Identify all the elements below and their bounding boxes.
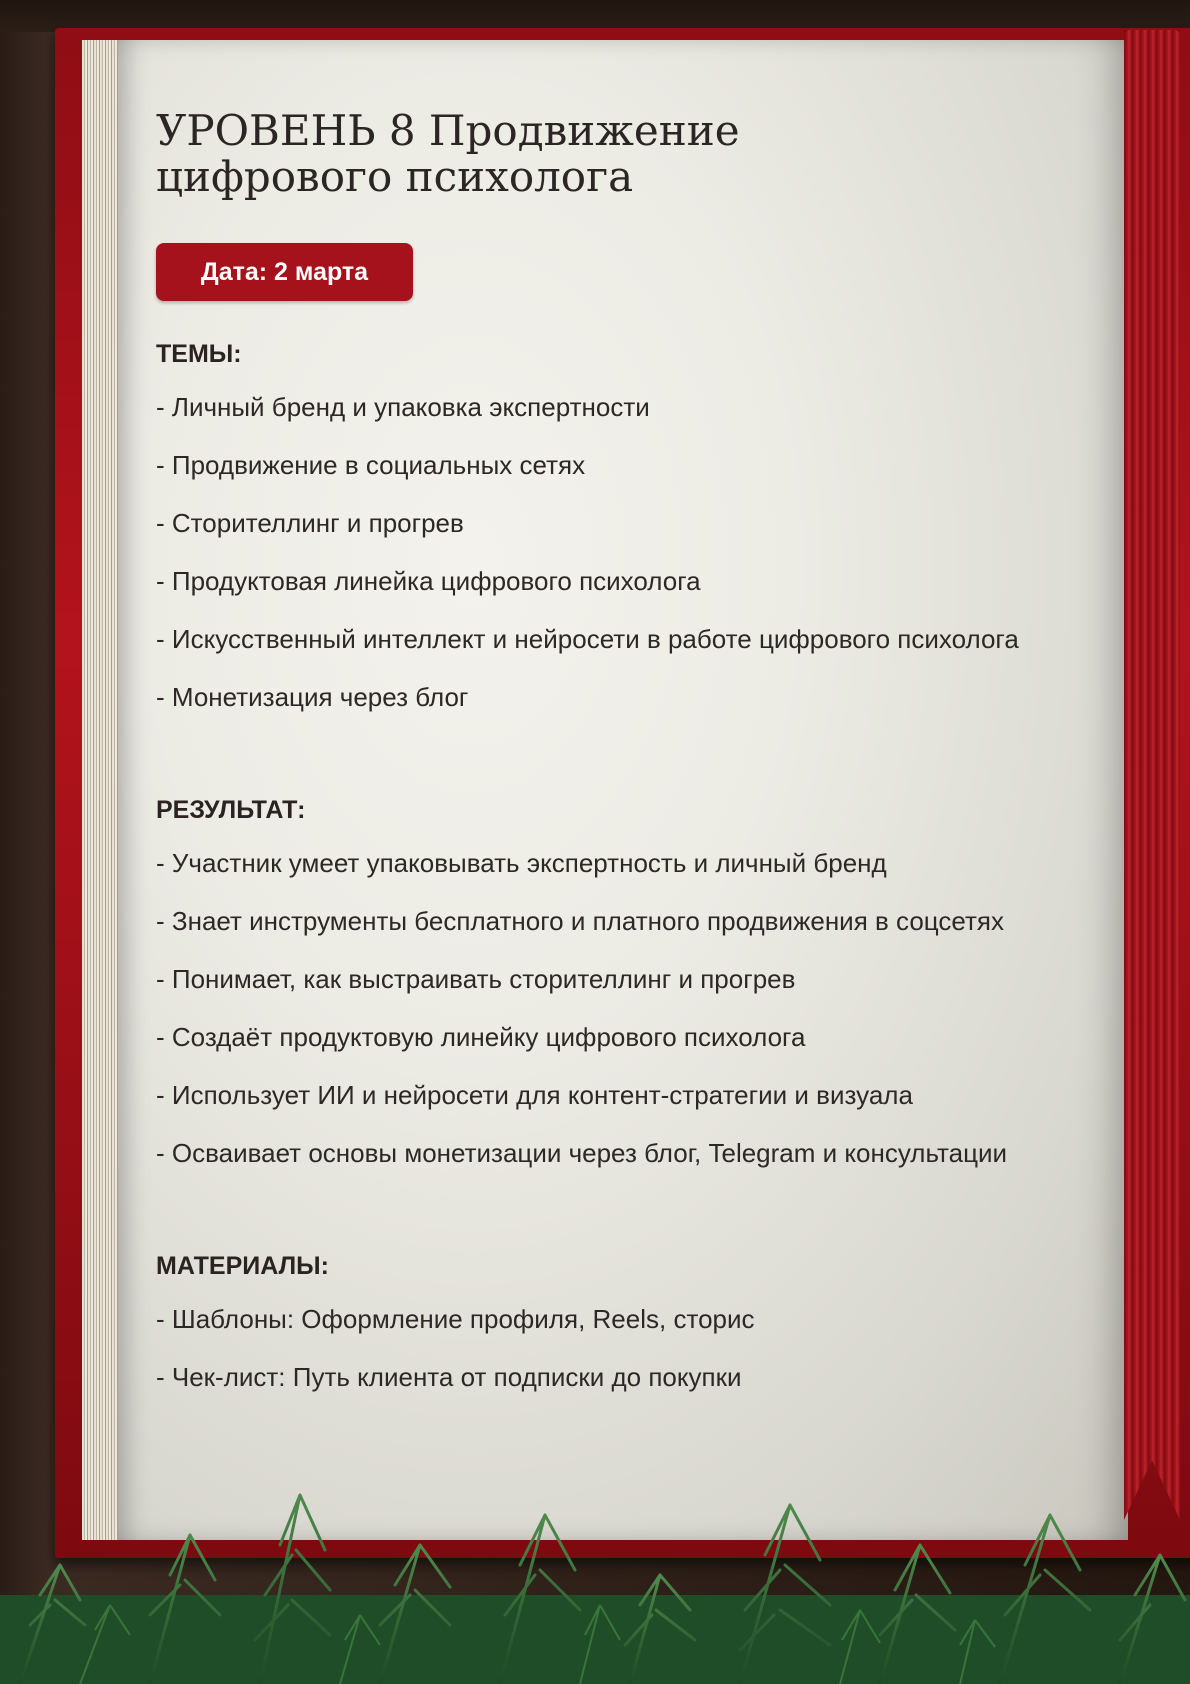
page-edges: [82, 40, 122, 1540]
date-badge[interactable]: Дата: 2 марта: [156, 243, 413, 301]
pine-branches-decoration: [0, 1475, 1190, 1684]
materials-item: - Шаблоны: Оформление профиля, Reels, сторис: [156, 1304, 755, 1334]
page-title: [156, 108, 856, 200]
result-item: - Осваивает основы монетизации через блог, Telegram и консультации: [156, 1138, 1008, 1168]
materials-heading: МАТЕРИАЛЫ:: [156, 1252, 329, 1280]
topic-item: - Продуктовая линейка цифрового психолога: [156, 566, 701, 596]
title-line-2: цифрового психолога: [156, 152, 634, 201]
topics-heading: ТЕМЫ:: [156, 340, 242, 368]
topic-item: - Продвижение в социальных сетях: [156, 450, 586, 480]
result-heading: РЕЗУЛЬТАТ:: [156, 796, 306, 824]
result-item: - Создаёт продуктовую линейку цифрового психолога: [156, 1022, 806, 1052]
result-item: - Знает инструменты бесплатного и платного продвижения в соцсетях: [156, 906, 1004, 936]
topic-item: - Искусственный интеллект и нейросети в работе цифрового психолога: [156, 624, 1019, 654]
topic-item: - Сторителлинг и прогрев: [156, 508, 464, 538]
result-item: - Участник умеет упаковывать экспертность и личный бренд: [156, 848, 887, 878]
bookmark-ribbon: [1124, 30, 1180, 1520]
result-item: - Понимает, как выстраивать сторителлинг и прогрев: [156, 964, 796, 994]
topic-item: - Монетизация через блог: [156, 682, 469, 712]
title-line-1: УРОВЕНЬ 8 Продвижение: [156, 106, 740, 155]
materials-item: - Чек-лист: Путь клиента от подписки до покупки: [156, 1362, 742, 1392]
result-item: - Использует ИИ и нейросети для контент-стратегии и визуала: [156, 1080, 913, 1110]
topic-item: - Личный бренд и упаковка экспертности: [156, 392, 650, 422]
